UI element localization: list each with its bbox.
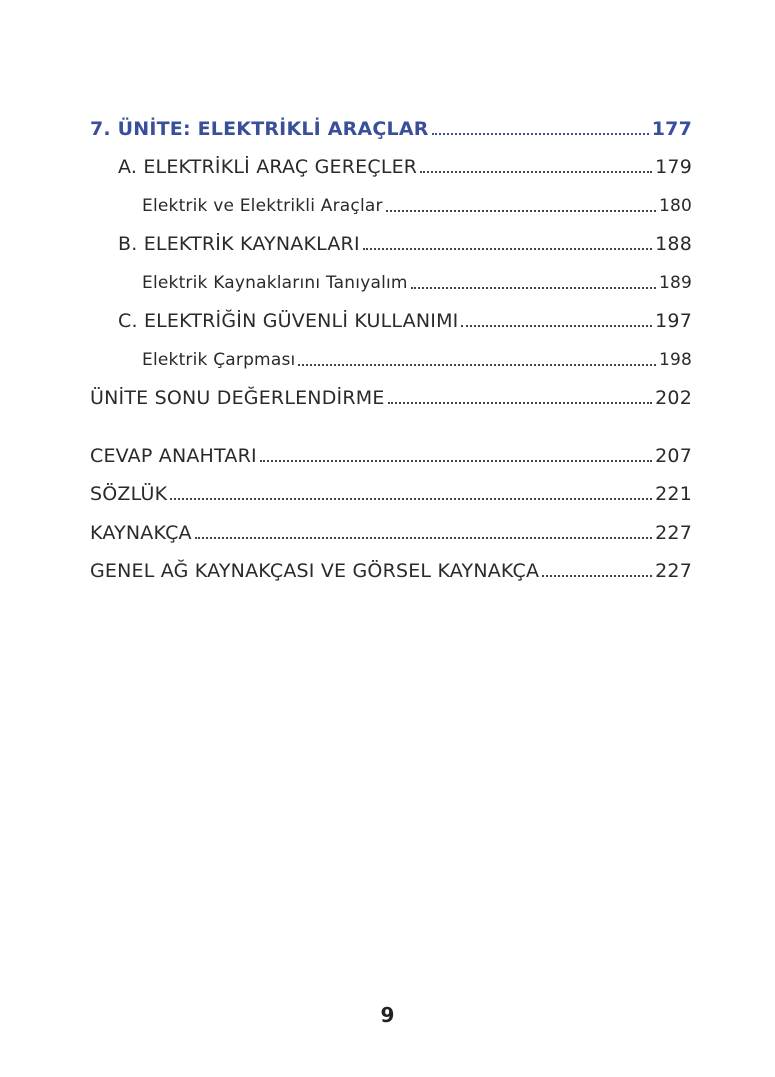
dot-leader xyxy=(432,132,649,135)
toc-entry-page: 227 xyxy=(655,560,692,582)
toc-entry-page: 207 xyxy=(655,445,692,467)
toc-entry-label: Elektrik ve Elektrikli Araçlar xyxy=(142,196,383,216)
toc-entry-answer-key[interactable] xyxy=(90,437,692,467)
toc-entry-subsection[interactable] xyxy=(90,187,692,217)
toc-entry-unit-7[interactable] xyxy=(90,110,692,140)
toc-entry-label: Elektrik Kaynaklarını Tanıyalım xyxy=(142,273,408,293)
toc-entry-web-and-visual-bibliography[interactable] xyxy=(90,552,692,582)
toc-entry-label: ÜNİTE SONU DEĞERLENDİRME xyxy=(90,387,385,409)
toc-entry-page: 198 xyxy=(658,350,692,370)
dot-leader xyxy=(542,574,652,577)
dot-leader xyxy=(461,324,652,327)
toc-entry-page: 179 xyxy=(655,156,692,178)
toc-entry-subsection[interactable] xyxy=(90,264,692,294)
toc-entry-label: Elektrik Çarpması xyxy=(142,350,296,370)
dot-leader xyxy=(260,459,652,462)
dot-leader xyxy=(195,536,652,539)
toc-entry-page: 221 xyxy=(655,483,692,505)
toc-entry-page: 177 xyxy=(651,118,692,140)
toc-entry-label: C. ELEKTRİĞİN GÜVENLİ KULLANIMI xyxy=(118,310,459,332)
toc-entry-subsection[interactable] xyxy=(90,341,692,371)
toc-entry-page: 180 xyxy=(658,196,692,216)
toc-entry-unit-review[interactable] xyxy=(90,379,692,409)
toc-entry-label: A. ELEKTRİKLİ ARAÇ GEREÇLER xyxy=(118,156,418,178)
page-number: 9 xyxy=(380,1003,395,1027)
dot-leader xyxy=(420,170,652,173)
dot-leader xyxy=(411,286,656,289)
toc-entry-label: CEVAP ANAHTARI xyxy=(90,445,257,467)
toc-entry-page: 202 xyxy=(655,387,692,409)
toc-entry-page: 227 xyxy=(655,522,692,544)
toc-entry-page: 197 xyxy=(655,310,692,332)
toc-entry-section-b[interactable] xyxy=(90,225,692,255)
toc-entry-page: 188 xyxy=(655,233,692,255)
toc-entry-label: SÖZLÜK xyxy=(90,483,168,505)
toc-entry-section-c[interactable] xyxy=(90,302,692,332)
toc-entry-bibliography[interactable] xyxy=(90,514,692,544)
dot-leader xyxy=(386,209,656,212)
dot-leader xyxy=(388,401,653,404)
toc-entry-label: 7. ÜNİTE: ELEKTRİKLİ ARAÇLAR xyxy=(90,118,429,140)
dot-leader xyxy=(298,363,656,366)
toc-entry-label: B. ELEKTRİK KAYNAKLARI xyxy=(118,233,360,255)
toc-entry-label: GENEL AĞ KAYNAKÇASI VE GÖRSEL KAYNAKÇA xyxy=(90,560,540,582)
toc-entry-page: 189 xyxy=(658,273,692,293)
toc-entry-glossary[interactable] xyxy=(90,475,692,505)
dot-leader xyxy=(170,497,652,500)
dot-leader xyxy=(363,247,652,250)
toc-entry-label: KAYNAKÇA xyxy=(90,522,192,544)
toc-entry-section-a[interactable] xyxy=(90,148,692,178)
